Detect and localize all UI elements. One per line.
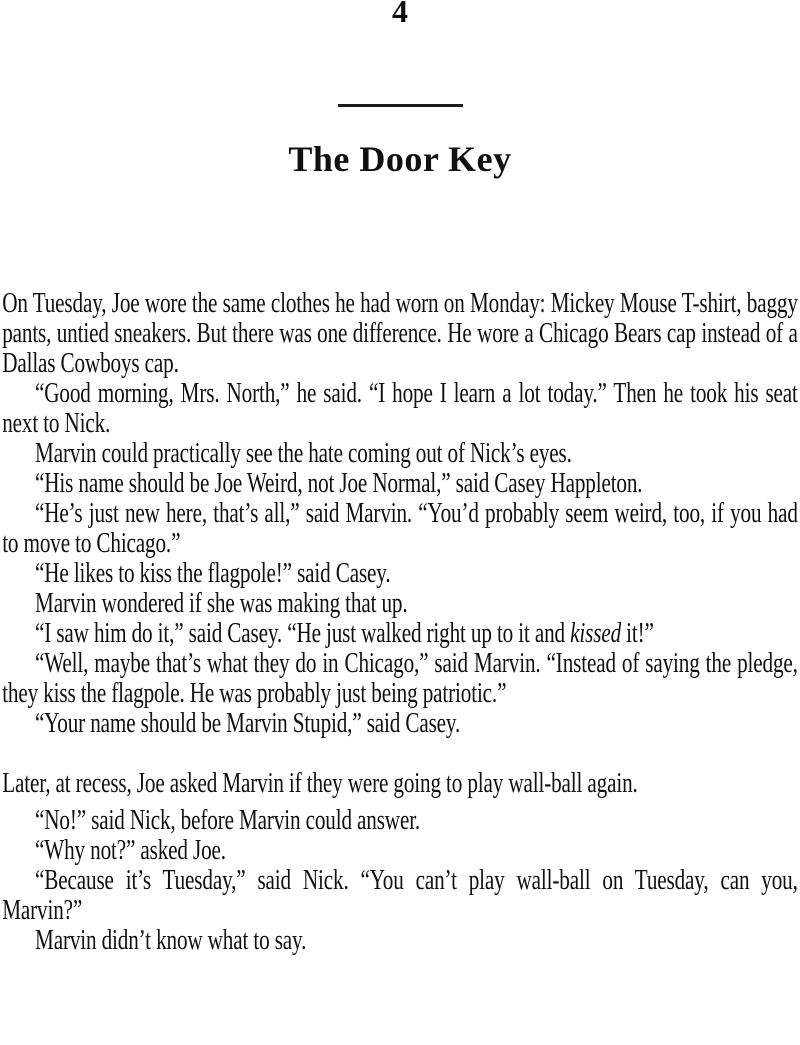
text-section — [0, 768, 800, 955]
italic-text: kissed — [570, 617, 622, 649]
text-run: “He’s just new here, that’s all,” said Marvin. “You’d probably seem weird, too, if you had to move to Chicago.” — [2, 497, 798, 559]
text-run: Marvin could practically see the hate coming out of Nick’s eyes. — [35, 437, 572, 469]
text-run: “Good morning, Mrs. North,” he said. “I hope I learn a lot today.” Then he took his seat next to Nick. — [2, 377, 798, 439]
text-run: “Your name should be Marvin Stupid,” said Casey. — [35, 707, 461, 739]
text-run: it!” — [621, 617, 654, 649]
paragraph — [0, 498, 800, 558]
paragraph — [0, 925, 800, 955]
chapter-number: 4 — [392, 0, 408, 29]
text-run: Marvin wondered if she was making that up. — [35, 587, 408, 619]
paragraph — [0, 768, 800, 798]
text-run: Marvin didn’t know what to say. — [35, 924, 307, 956]
text-run: “His name should be Joe Weird, not Joe Normal,” said Casey Happleton. — [35, 467, 643, 499]
text-run: “Why not?” asked Joe. — [35, 834, 226, 866]
text-run: “No!” said Nick, before Marvin could answer. — [35, 804, 421, 836]
paragraph — [0, 865, 800, 925]
chapter-title: The Door Key — [288, 139, 512, 179]
text-run: “Because it’s Tuesday,” said Nick. “You can’t play wall-ball on Tuesday, can you, Marvin?” — [2, 864, 798, 926]
text-run: Later, at recess, Joe asked Marvin if they were going to play wall-ball again. — [2, 767, 638, 799]
text-run: “Well, maybe that’s what they do in Chicago,” said Marvin. “Instead of saying the pledge, they kiss the flagpole. He was probably just being patriotic.” — [2, 647, 798, 709]
paragraph — [0, 588, 800, 618]
paragraph — [0, 835, 800, 865]
paragraph — [0, 438, 800, 468]
text-run: “He likes to kiss the flagpole!” said Casey. — [35, 557, 391, 589]
paragraph — [0, 468, 800, 498]
text-section — [0, 288, 800, 738]
paragraph — [0, 708, 800, 738]
paragraph — [0, 558, 800, 588]
paragraph — [0, 288, 800, 378]
text-run: “I saw him do it,” said Casey. “He just walked right up to it and — [35, 617, 571, 649]
body-text — [0, 288, 800, 955]
paragraph — [0, 648, 800, 708]
paragraph — [0, 618, 800, 648]
paragraph — [0, 805, 800, 835]
chapter-divider-rule — [338, 104, 463, 107]
text-run: On Tuesday, Joe wore the same clothes he had worn on Monday: Mickey Mouse T-shirt, baggy pants, untied sneakers. But there was one difference. He wore a Chicago Bears cap instead of a Dallas Cowboys cap. — [2, 287, 798, 379]
paragraph — [0, 378, 800, 438]
